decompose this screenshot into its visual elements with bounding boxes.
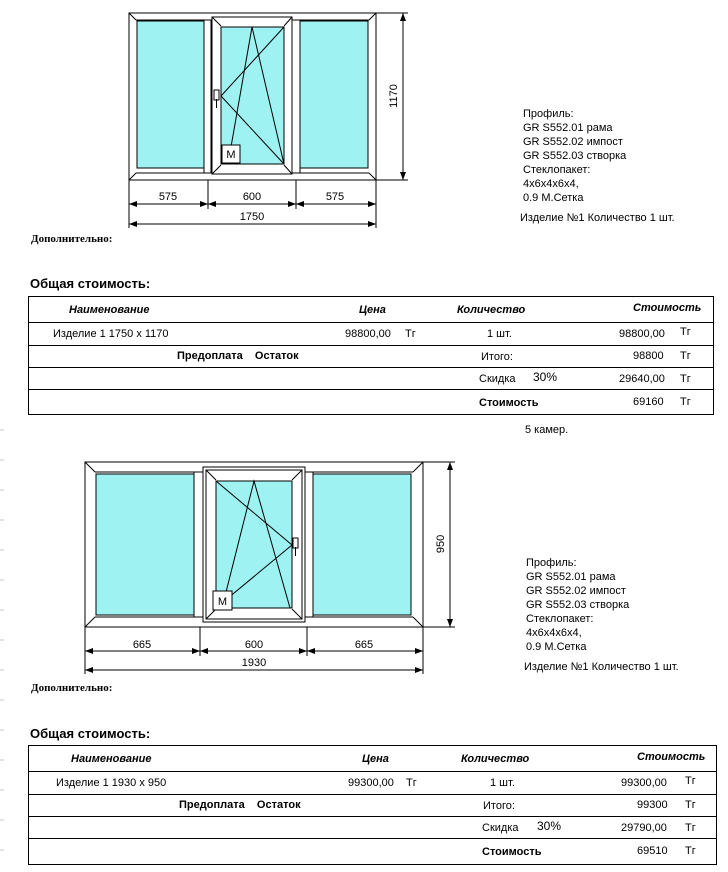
cost-value: 69510	[637, 845, 668, 857]
window-1-width-total: 1750	[239, 211, 265, 223]
cost-label: Стоимость	[482, 846, 542, 858]
window-2-left-glass	[96, 474, 194, 615]
discount-value: 29790,00	[621, 822, 667, 834]
window-2-width-left: 665	[132, 639, 152, 651]
table-row	[29, 390, 713, 414]
col-qty-header: Количество	[461, 753, 530, 765]
discount-pct: 30%	[533, 370, 558, 384]
spec-line: GR S552.02 импост	[523, 136, 623, 148]
discount-label: Скидка	[479, 373, 516, 385]
item-cost: 98800,00	[619, 328, 665, 340]
itogo-value: 99300	[637, 799, 668, 811]
spec-line: 4х6х4х6х4,	[526, 627, 582, 639]
window-1-width-middle: 600	[242, 191, 262, 203]
spec-line: 4х6х4х6х4,	[523, 178, 579, 190]
cost-value: 69160	[633, 396, 664, 408]
spec-line: Профиль:	[523, 108, 574, 120]
window-1-product: Изделие №1 Количество 1 шт.	[520, 212, 675, 224]
item-cost-currency: Тг	[685, 775, 696, 787]
spec-line: GR S552.01 рама	[526, 571, 616, 583]
window-1-additional: Дополнительно:	[31, 233, 113, 245]
window-1-handle	[214, 90, 219, 100]
spec-line: Профиль:	[526, 557, 577, 569]
table-row	[29, 839, 716, 864]
discount-currency: Тг	[680, 373, 691, 385]
total-2-table	[28, 745, 717, 865]
spec-line: 0.9 М.Сетка	[523, 192, 584, 204]
discount-label: Скидка	[482, 822, 519, 834]
window-1-mesh-label: М	[226, 149, 236, 161]
table-row	[29, 795, 716, 817]
item-price: 99300,00	[348, 777, 394, 789]
table-row	[29, 368, 713, 390]
col-price-header: Цена	[362, 753, 389, 765]
itogo-label: Итого:	[483, 800, 515, 812]
window-2-additional: Дополнительно:	[31, 682, 113, 694]
item-price: 98800,00	[345, 328, 391, 340]
col-cost-header: Стоимость	[637, 751, 706, 763]
prepay-label: Предоплата Остаток	[179, 799, 301, 811]
itogo-currency: Тг	[685, 799, 696, 811]
cost-currency: Тг	[680, 396, 691, 408]
table-row	[29, 772, 716, 795]
item-qty: 1 шт.	[490, 777, 515, 789]
window-2-sash-glass	[216, 481, 292, 608]
table-row	[29, 323, 713, 346]
cost-label: Стоимость	[479, 397, 539, 409]
table-header-row	[29, 746, 716, 772]
total-1-table	[28, 296, 714, 415]
discount-currency: Тг	[685, 822, 696, 834]
window-2-width-total: 1930	[241, 657, 267, 669]
window-2-handle	[293, 538, 298, 548]
spec-line: GR S552.03 створка	[523, 150, 627, 162]
ruler-ticks	[0, 420, 6, 860]
window-2-height: 950	[435, 534, 447, 554]
table-header-row	[29, 297, 713, 323]
window-1-width-right: 575	[325, 191, 345, 203]
spec-line: GR S552.02 импост	[526, 585, 626, 597]
table-row	[29, 346, 713, 368]
window-1-width-left: 575	[158, 191, 178, 203]
spec-line: 0.9 М.Сетка	[526, 641, 587, 653]
item-cost-currency: Тг	[680, 326, 691, 338]
window-1-spec	[523, 107, 626, 205]
itogo-currency: Тг	[680, 350, 691, 362]
item-qty: 1 шт.	[487, 328, 512, 340]
window-2-right-glass	[313, 474, 411, 615]
window-2-width-middle: 600	[244, 639, 264, 651]
item-cost: 99300,00	[621, 777, 667, 789]
item-price-currency: Тг	[406, 777, 417, 789]
itogo-value: 98800	[633, 350, 664, 362]
item-name: Изделие 1 1750 х 1170	[53, 328, 169, 340]
spec-line: GR S552.03 створка	[526, 599, 630, 611]
total-2-title: Общая стоимость:	[30, 726, 151, 741]
table-row	[29, 817, 716, 839]
col-name-header: Наименование	[69, 304, 150, 316]
spec-line: GR S552.01 рама	[523, 122, 613, 134]
window-1-left-glass	[137, 21, 204, 168]
window-2-mesh-label: М	[217, 596, 228, 608]
window-1-sash-glass	[221, 27, 284, 164]
col-qty-header: Количество	[457, 304, 526, 316]
window-2-product: Изделие №1 Количество 1 шт.	[524, 661, 679, 673]
window-1-right-glass	[300, 21, 368, 168]
discount-pct: 30%	[537, 819, 562, 833]
total-1-title: Общая стоимость:	[30, 276, 151, 291]
spec-line: Стеклопакет:	[526, 613, 594, 625]
item-name: Изделие 1 1930 х 950	[56, 777, 167, 789]
window-1-height: 1170	[388, 84, 400, 108]
spec-line: Стеклопакет:	[523, 164, 591, 176]
window-2-width-right: 665	[354, 639, 374, 651]
itogo-label: Итого:	[481, 351, 513, 363]
prepay-label: Предоплата Остаток	[177, 350, 299, 362]
window-2-spec	[526, 556, 629, 654]
col-price-header: Цена	[359, 304, 386, 316]
discount-value: 29640,00	[619, 373, 665, 385]
col-name-header: Наименование	[71, 753, 152, 765]
cameras-note: 5 камер.	[525, 424, 569, 436]
item-price-currency: Тг	[405, 328, 416, 340]
cost-currency: Тг	[685, 845, 696, 857]
col-cost-header: Стоимость	[633, 302, 702, 314]
